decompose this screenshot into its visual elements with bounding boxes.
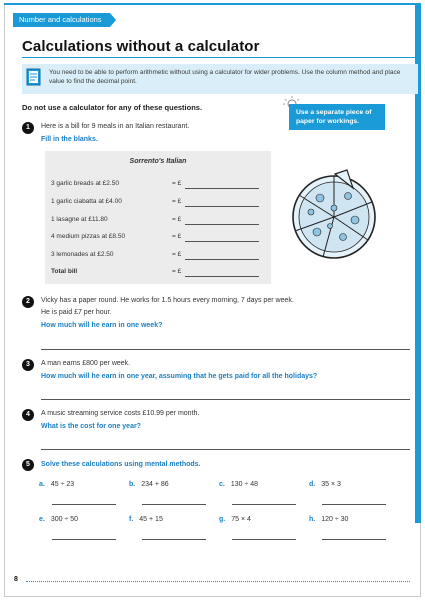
bill-row	[51, 233, 265, 243]
footer-divider	[26, 581, 410, 582]
question-4-number: 4	[22, 409, 34, 421]
calc-answer-line[interactable]	[232, 504, 296, 505]
calc-label: a.	[39, 481, 45, 488]
book-icon	[26, 68, 42, 86]
calc-label: g.	[219, 516, 226, 523]
bill-item: 4 medium pizzas at £8.50	[51, 233, 126, 240]
question-2-answer-line[interactable]	[41, 349, 410, 350]
question-5-number: 5	[22, 459, 34, 471]
calc-label: c.	[219, 481, 225, 488]
bill-equals: = £	[172, 180, 182, 187]
title-divider	[22, 57, 418, 58]
bill-item: 1 lasagne at £11.80	[51, 216, 108, 223]
calc-item-g	[219, 516, 251, 523]
answer-line[interactable]	[185, 241, 259, 242]
calc-expression: 75 × 4	[231, 516, 251, 523]
page-number: 8	[14, 576, 18, 583]
calc-item-a	[39, 481, 74, 488]
bill-total-label: Total bill	[51, 268, 78, 275]
calc-label: b.	[129, 481, 136, 488]
bill-total-row	[51, 268, 265, 278]
answer-line[interactable]	[185, 188, 259, 189]
calc-item-d	[309, 481, 341, 488]
calc-answer-line[interactable]	[142, 504, 206, 505]
top-rule	[4, 3, 421, 5]
calc-expression: 300 ÷ 50	[50, 516, 79, 523]
calc-item-b	[129, 481, 169, 488]
calc-answer-line[interactable]	[142, 539, 206, 540]
calc-answer-line[interactable]	[322, 539, 386, 540]
question-3-answer-line[interactable]	[41, 399, 410, 400]
bill-item: 3 garlic breads at £2.50	[51, 180, 119, 187]
question-5-prompt: Solve these calculations using mental methods.	[41, 461, 201, 468]
calc-label: f.	[129, 516, 134, 523]
question-3-text: A man earns £800 per week.	[41, 360, 131, 367]
answer-line[interactable]	[185, 224, 259, 225]
question-3-number: 3	[22, 359, 34, 371]
calc-expression: 120 ÷ 30	[321, 516, 349, 523]
question-2-text-line2: He is paid £7 per hour.	[41, 309, 112, 316]
calc-label: e.	[39, 516, 45, 523]
calc-item-c	[219, 481, 258, 488]
calc-answer-line[interactable]	[322, 504, 386, 505]
answer-line[interactable]	[185, 259, 259, 260]
intro-box	[22, 64, 418, 94]
question-2-prompt: How much will he earn in one week?	[41, 322, 163, 329]
calc-answer-line[interactable]	[52, 539, 116, 540]
calc-item-f	[129, 516, 163, 523]
question-1-number: 1	[22, 122, 34, 134]
answer-line[interactable]	[185, 276, 259, 277]
question-2-text: Vicky has a paper round. He works for 1.5 hours every morning, 7 days per week.	[41, 297, 294, 304]
bill-row	[51, 180, 265, 190]
bill-equals: = £	[172, 251, 182, 258]
section-tag: Number and calculations	[13, 13, 110, 27]
bill-title: Sorrento's Italian	[129, 158, 187, 165]
pizza-illustration	[283, 168, 385, 260]
bill-item: 1 garlic ciabatta at £4.00	[51, 198, 122, 205]
bill-row	[51, 216, 265, 226]
bill-equals: = £	[172, 198, 182, 205]
intro-text: You need to be able to perform arithmetic without using a calculator for wider problems. Use the column method and place value to find the decimal point.	[49, 69, 401, 85]
bill-item: 3 lemonades at £2.50	[51, 251, 114, 258]
calc-expression: 45 ÷ 23	[50, 481, 75, 488]
calc-item-e	[39, 516, 78, 523]
answer-line[interactable]	[185, 206, 259, 207]
instruction-text: Do not use a calculator for any of these questions.	[22, 103, 203, 112]
question-4-answer-line[interactable]	[41, 449, 410, 450]
calc-expression: 234 + 86	[141, 481, 169, 488]
question-1-text: Here is a bill for 9 meals in an Italian restaurant.	[41, 123, 190, 130]
page-title: Calculations without a calculator	[22, 38, 260, 55]
bill-row	[51, 198, 265, 208]
calc-expression: 130 ÷ 48	[230, 481, 259, 488]
bill-row	[51, 251, 265, 261]
calc-answer-line[interactable]	[52, 504, 116, 505]
question-4-text: A music streaming service costs £10.99 per month.	[41, 410, 200, 417]
bill-equals: = £	[172, 268, 182, 275]
calc-item-h	[309, 516, 348, 523]
calc-label: d.	[309, 481, 316, 488]
question-2-number: 2	[22, 296, 34, 308]
question-1-prompt: Fill in the blanks.	[41, 136, 98, 143]
calc-expression: 45 + 15	[139, 516, 163, 523]
bill-equals: = £	[172, 216, 182, 223]
calc-expression: 35 × 3	[321, 481, 341, 488]
calc-answer-line[interactable]	[232, 539, 296, 540]
question-3-prompt: How much will he earn in one year, assuming that he gets paid for all the holidays?	[41, 373, 318, 380]
calc-label: h.	[309, 516, 316, 523]
workings-note: Use a separate piece of paper for workings.	[289, 104, 385, 130]
bill-equals: = £	[172, 233, 182, 240]
question-4-prompt: What is the cost for one year?	[41, 423, 141, 430]
restaurant-bill	[45, 151, 271, 284]
